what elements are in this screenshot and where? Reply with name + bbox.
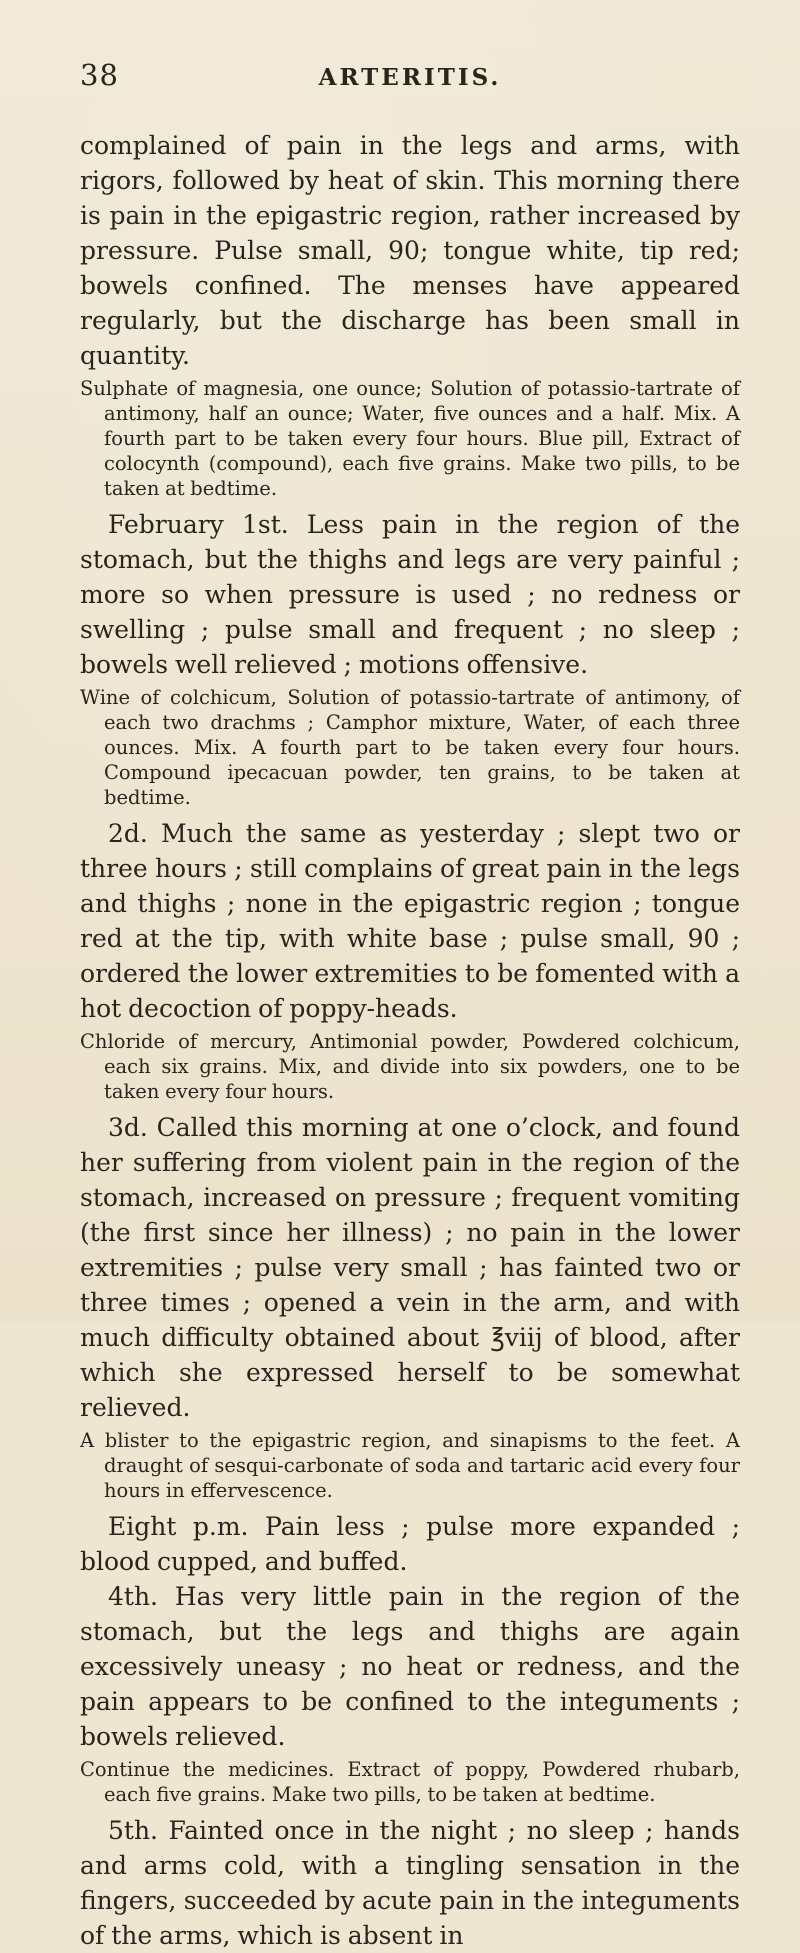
paragraph-1: complained of pain in the legs and arms, with rigors, followed by heat of skin. This morning there is pain in the epigastric region, rather increased by pressure. Pulse small, 90; tongue white, tip red; bowels confined. The menses have appeared regularly, but the discharge has been small in quantity. — [80, 131, 740, 370]
prescription-2: Wine of colchicum, Solution of potassio-tartrate of antimony, of each two drachms ; Camphor mixture, Water, of each three ounces. Mix. A fourth part to be taken every four hours. Compound ipecacuan powder, ten grains, to be taken at bedtime. — [80, 686, 740, 809]
running-title: ARTERITIS. — [318, 64, 502, 91]
prescription-1: Sulphate of magnesia, one ounce; Solution of potassio-tartrate of antimony, half an ounce; Water, five ounces and a half. Mix. A fourth part to be taken every four hours. Blue pill, Extract of colocynth (compound), each five grains. Make two pills, to be taken at bedtime. — [80, 377, 740, 500]
page-number: 38 — [80, 58, 119, 92]
text-body — [80, 128, 740, 1953]
prescription-5: Continue the medicines. Extract of poppy, Powdered rhubarb, each five grains. Make two pills, to be taken at bedtime. — [80, 1758, 740, 1806]
paragraph-february-1st: February 1st. Less pain in the region of the stomach, but the thighs and legs are very painful ; more so when pressure is used ; no redness or swelling ; pulse small and frequent ; no sleep ; bowels well relieved ; motions offensive. — [80, 510, 740, 679]
paragraph-5th: 5th. Fainted once in the night ; no sleep ; hands and arms cold, with a tingling sensation in the fingers, succeeded by acute pain in the integuments of the arms, which is absent in — [80, 1816, 740, 1950]
running-head — [80, 58, 740, 106]
paragraph-eight-pm: Eight p.m. Pain less ; pulse more expanded ; blood cupped, and buffed. — [80, 1512, 740, 1576]
paragraph-4th: 4th. Has very little pain in the region of the stomach, but the legs and thighs are again excessively uneasy ; no heat or redness, and the pain appears to be confined to the integuments ; bowels relieved. — [80, 1582, 740, 1751]
paragraph-2d: 2d. Much the same as yesterday ; slept two or three hours ; still complains of great pain in the legs and thighs ; none in the epigastric region ; tongue red at the tip, with white base ; pulse small, 90 ; ordered the lower extremities to be fomented with a hot decoction of poppy-heads. — [80, 819, 740, 1023]
prescription-4: A blister to the epigastric region, and sinapisms to the feet. A draught of sesqui-carbonate of soda and tartaric acid every four hours in effervescence. — [80, 1429, 740, 1502]
prescription-3: Chloride of mercury, Antimonial powder, Powdered colchicum, each six grains. Mix, and divide into six powders, one to be taken every four hours. — [80, 1030, 740, 1103]
paragraph-3d: 3d. Called this morning at one o’clock, and found her suffering from violent pain in the region of the stomach, increased on pressure ; frequent vomiting (the first since her illness) ; no pain in the lower extremities ; pulse very small ; has fainted two or three times ; opened a vein in the arm, and with much difficulty obtained about ℥viij of blood, after which she expressed herself to be somewhat relieved. — [80, 1113, 740, 1422]
